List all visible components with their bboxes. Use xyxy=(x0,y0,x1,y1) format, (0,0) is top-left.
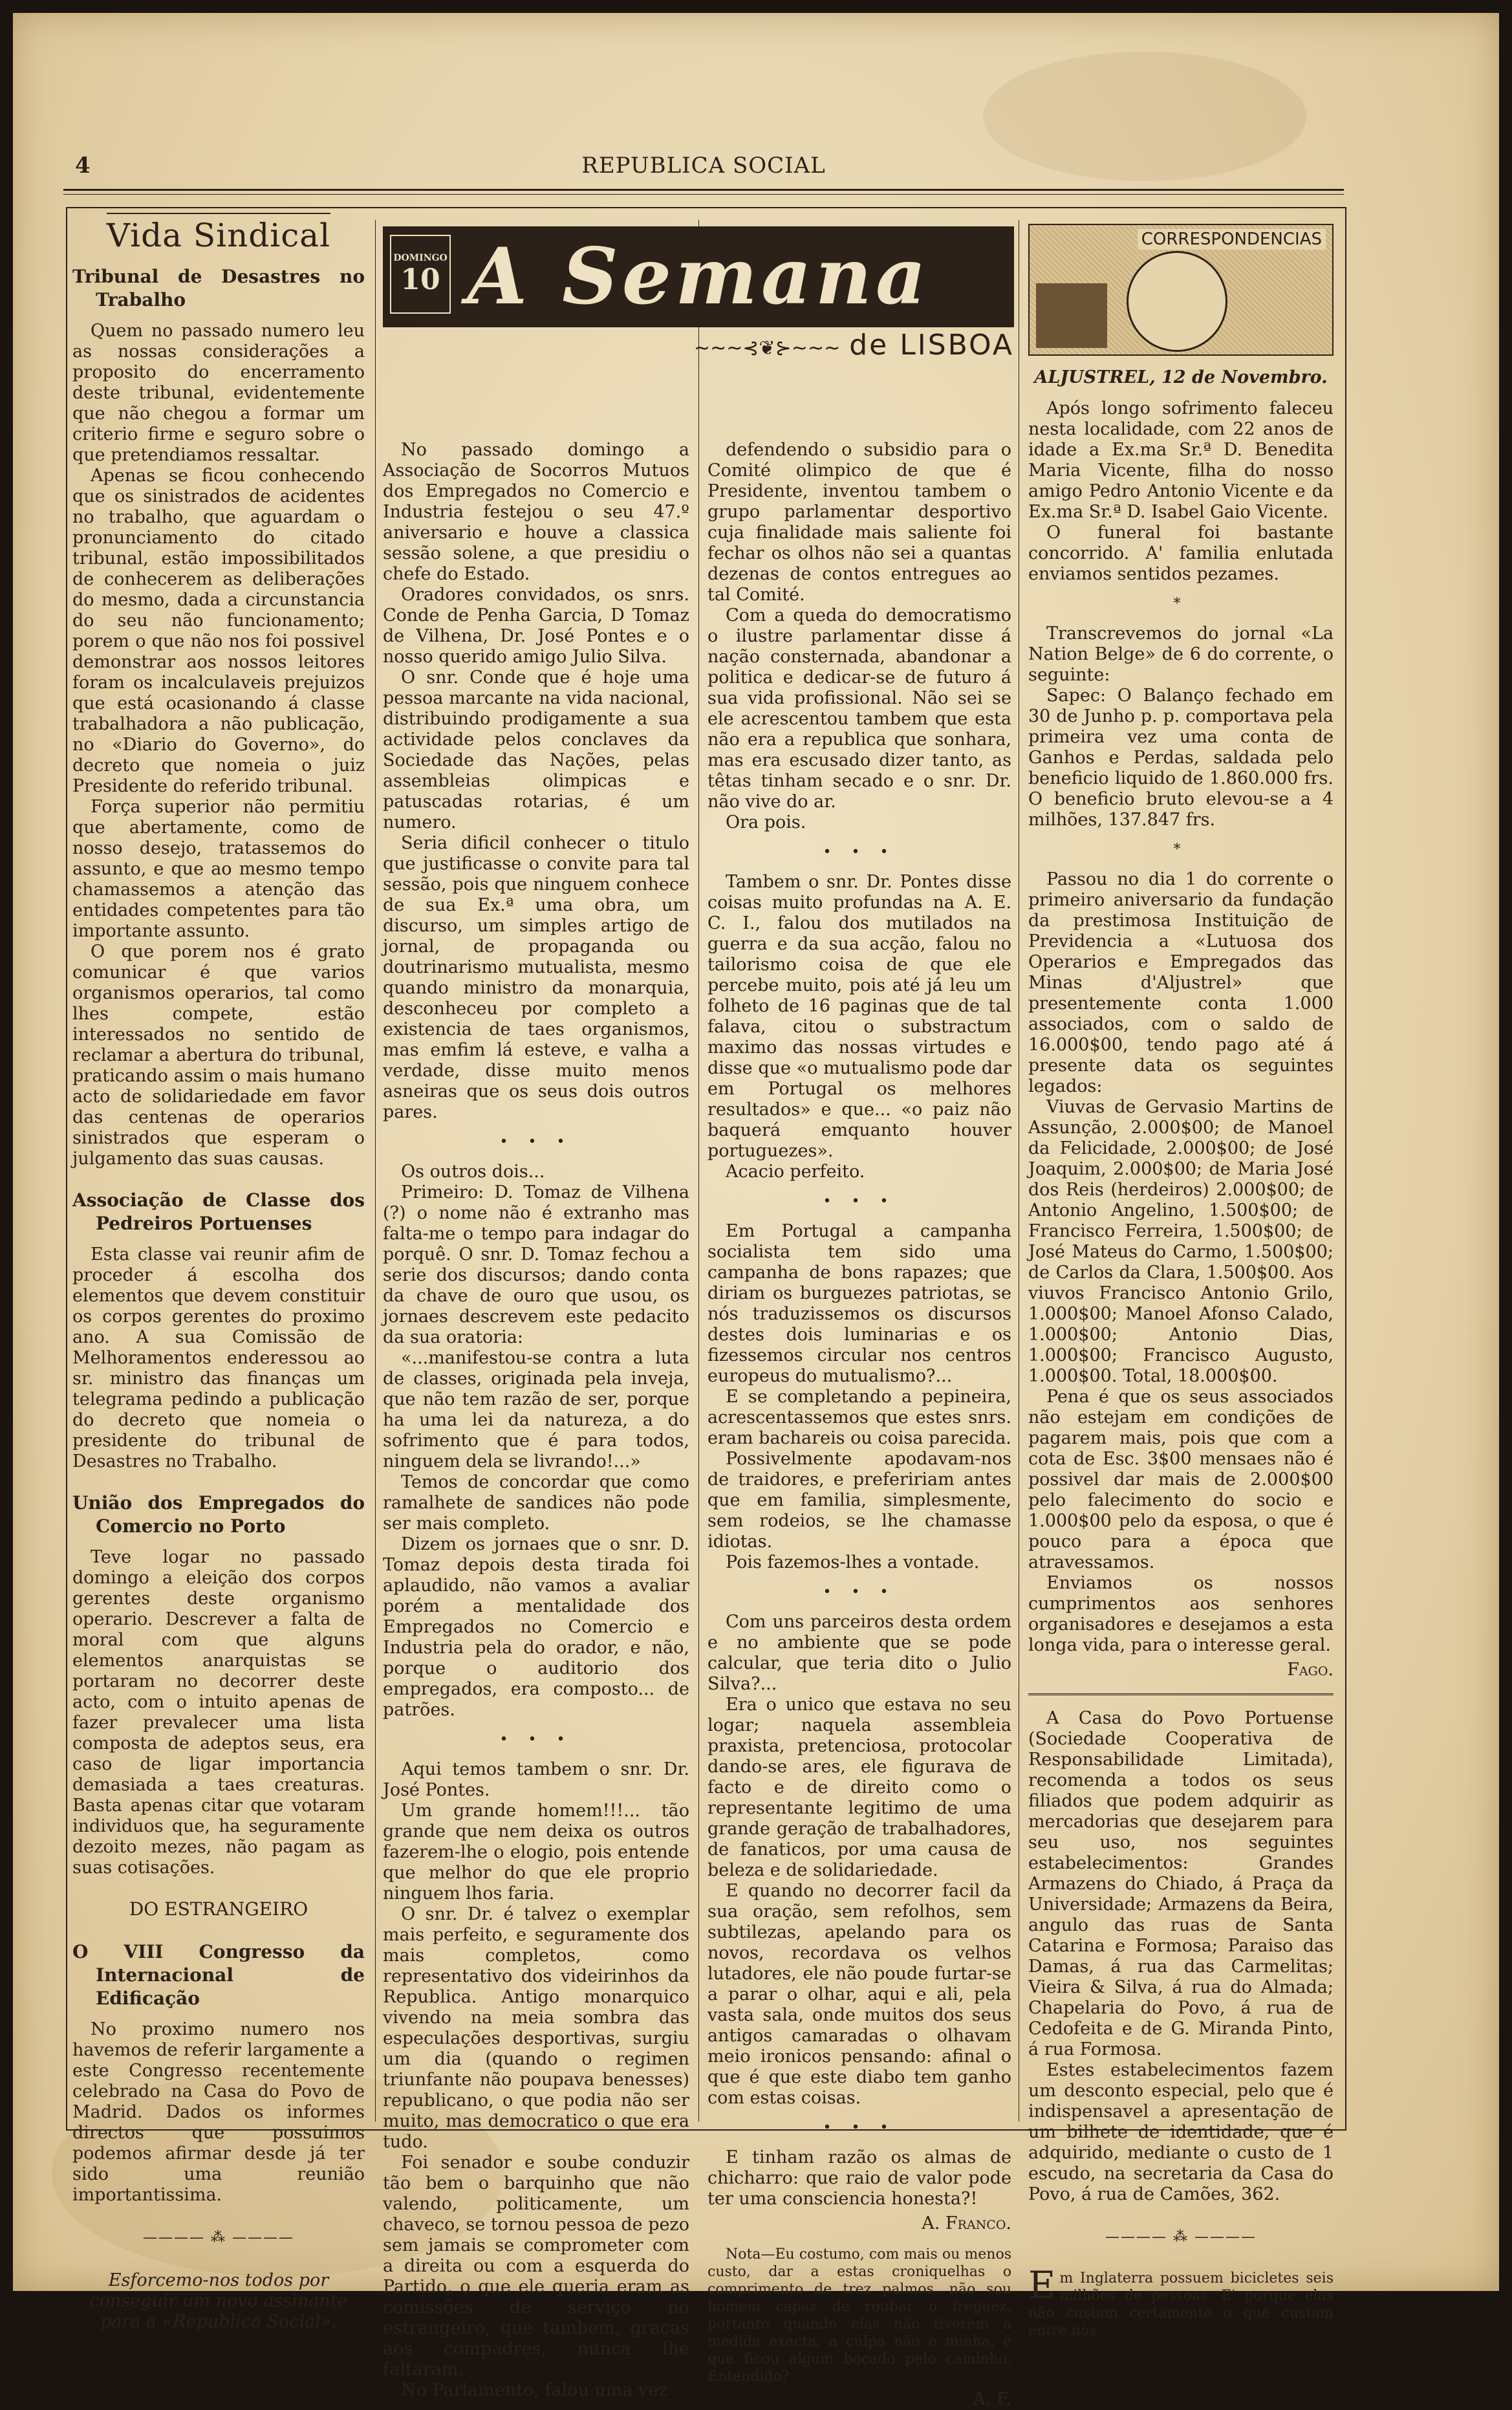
paragraph: O snr. Dr. é talvez o exemplar mais perfeito, e seguramente dos mais completos, como representativo dos videirinhos da Republica. Antigo monarquico vivendo na meia sombra das especulações desportivas, surgiu um dia (quando o regimen triunfante não poupava benesses) republicano, o que podia não ser muito, mas democratico o que era tudo. xyxy=(383,1904,689,2152)
date-tag: DOMINGO 10 xyxy=(390,235,451,314)
separator-star: * xyxy=(1173,841,1189,858)
paragraph: Passou no dia 1 do corrente o primeiro aniversario da fundação da prestimosa Instituição de Previdencia a «Lutuosa dos Operarios e Empregados das Minas d'Aljustrel» que presentemente conta 1.000 associados, com o saldo de 16.000$00, tendo pago até á presente data os seguintes legados: xyxy=(1028,869,1334,1096)
paragraph: E quando no decorrer facil da sua oração, sem refolhos, sem subtilezas, apelando para os novos, recordava os velhos lutadores, ele não poude furtar-se a parar o olhar, aqui e ali, pela vasta sala, onde muitos dos seus antigos camaradas o olhavam meio ironicos pensando: afinal o que é que este diabo tem ganho com estas coisas. xyxy=(707,1881,1011,2108)
paragraph: Acacio perfeito. xyxy=(726,1162,865,1182)
column-divider xyxy=(698,220,699,2122)
paragraph: Enviamos os nossos cumprimentos aos senhores organisadores e desejamos a esta longa vida, para o interesse geral. xyxy=(1028,1573,1334,1655)
column-semana-left xyxy=(383,440,689,2401)
paragraph: Oradores convidados, os snrs. Conde de Penha Garcia, D Tomaz de Vilhena, Dr. José Pontes e o nosso querido amigo Julio Silva. xyxy=(383,585,689,667)
paragraph: Era o unico que estava no seu logar; naquela assembleia praxista, pretenciosa, protocolar dando-se ares, ele figurava de facto e de direito como o representante legitimo de uma grande geração de trabalhadores, de fanaticos, por uma causa de beleza e de solidariedade. xyxy=(707,1695,1011,1880)
paragraph: No proximo numero nos havemos de referir largamente a este Congresso recentemente celebrado na Casa do Povo de Madrid. Dados os informes directos que possuimos podemos afirmar desde já ter sido uma reunião importantissima. xyxy=(72,2019,365,2205)
column-correspondencias xyxy=(1028,220,1334,2339)
column-semana-right xyxy=(707,440,1011,2410)
newspaper-title: REPUBLICA SOCIAL xyxy=(581,153,826,179)
paragraph: Ora pois. xyxy=(726,812,806,832)
paragraph: Com uns parceiros desta ordem e no ambiente que se pode calcular, que teria dito o Julio Silva?... xyxy=(707,1612,1011,1694)
semana-subtitle: ~~~⊰❦⊱~~~ de LISBOA xyxy=(693,329,1014,362)
paragraph: Temos de concordar que como ramalhete de sandices não pode ser mais completo. xyxy=(383,1472,689,1534)
newspaper-page xyxy=(13,13,1499,2409)
article-heading: DO ESTRANGEIRO xyxy=(129,1898,308,1920)
paragraph: Em Portugal a campanha socialista tem sido uma campanha de bons rapazes; que diriam os burguezes patriotas, se nós traduzissemos os discursos destes dois luminarias e os fizessemos circular nos centros europeus do mutualismo?... xyxy=(707,1221,1011,1386)
paragraph: O snr. Conde que é hoje uma pessoa marcante na vida nacional, distribuindo prodigamente a sua actividade pelos conclaves da Sociedade das Nações, pelas assembleias olimpicas e patuscadas rotarias, é um numero. xyxy=(383,668,689,832)
footnote: Nota—Eu costumo, com mais ou menos custo, dar a estas croniquelhas o comprimento de trez palmos, não sou homem capaz de roubar o freguez, portanto quando elas não tiverem a medida exacta, a culpa não é minha, é que ficou algum bocado pelo caminho. Entendido? xyxy=(707,2246,1011,2385)
paragraph: A Casa do Povo Portuense (Sociedade Cooperativa de Responsabilidade Limitada), recomenda a todos os seus filiados que podem adquirir as mercadorias que desejarem para seu uso, nos seguintes estabelecimentos: Grandes Armazens do Chiado, á Praça da Universidade; Armazens da Beira, angulo das ruas de Santa Catarina e Formosa; Paraiso das Damas, á rua das Carmelitas; Vieira & Silva, á rua do Almada; Chapelaria do Povo, á rua de Cedofeita e de G. Miranda Pinto, á rua Formosa. xyxy=(1028,1708,1334,2059)
paragraph: Aqui temos tambem o snr. Dr. José Pontes. xyxy=(383,1759,689,1800)
signature: A. F. xyxy=(973,2389,1011,2409)
paragraph: Força superior não permitiu que abertamente, como de nosso desejo, tratassemos do assunto, e que ao mesmo tempo chamassemos a atenção das entidades competentes para tão importante assunto. xyxy=(72,797,365,941)
separator-star: * xyxy=(1173,596,1189,612)
dateline: ALJUSTREL, 12 de Novembro. xyxy=(1034,367,1328,387)
paragraph: Viuvas de Gervasio Martins de Assunção, 2.000$00; de Manoel da Felicidade, 2.000$00; de José Joaquim, 2.000$00; de Maria José dos Reis (herdeiros) 2.000$00; de Antonio Angelino, 1.500$00; de Francisco Ferreira, 1.500$00; de José Mateus do Carmo, 1.500$00; de Carlos da Clara, 1.500$00. Aos viuvos Francisco Antonio Grilo, 1.000$00; Manoel Afonso Calado, 1.000$00; Antonio Dias, 1.000$00; Francisco Augusto, 1.000$00. Total, 18.000$00. xyxy=(1028,1097,1334,1386)
quote: «...manifestou-se contra a luta de classes, originada pela inveja, que não tem razão de ser, porque ha uma lei da natureza, a do sofrimento que é para todos, ninguem dela se livrando!...» xyxy=(383,1348,689,1471)
section-title: Vida Sindical xyxy=(72,225,365,246)
separator-stars: • • • xyxy=(823,844,896,860)
paragraph: Apenas se ficou conhecendo que os sinistrados de acidentes no trabalho, que aguardam o pronunciamento do citado tribunal, estão impossibilitados de conhecerem as deliberações do mesmo, dada a circunstancia do seu não funcionamento; porem o que não nos foi possivel demonstrar aos nossos leitores foram os incalculaveis prejuizos que está ocasionando á classe trabalhadora a não publicação, no «Diario do Governo», do decreto que nomeia o juiz Presidente do referido tribunal. xyxy=(72,466,365,796)
paragraph: Possivelmente apodavam-nos de traidores, e prefeririam antes que em familia, simplesmente, sem rodeios, se lhe chamasse idiotas. xyxy=(707,1449,1011,1552)
paragraph: Esta classe vai reunir afim de proceder á escolha dos elementos que devem constituir os corpos gerentes do proximo ano. A sua Comissão de Melhoramentos enderessou ao sr. ministro das finanças um telegrama pedindo a publicação do decreto que nomeia o presidente do tribunal de Desastres no Trabalho. xyxy=(72,1244,365,1471)
paragraph: Teve logar no passado domingo a eleição dos corpos gerentes deste organismo operario. Descrever a falta de moral com que alguns elementos anarquistas se portaram no decorrer deste acto, com o intuito apenas de fazer prevalecer uma lista composta de adeptos seus, era caso de ligar importancia demasiada a taes creaturas. Basta apenas citar que votaram individuos que, ha seguramente dezoito mezes, não pagam as suas cotisações. xyxy=(72,1547,365,1878)
separator-stars: • • • xyxy=(823,1584,896,1600)
semana-masthead xyxy=(383,220,1014,372)
paragraph: Dizem os jornaes que o snr. D. Tomaz depois desta tirada foi aplaudido, não vamos a avaliar porém a mentalidade dos Empregados no Comercio e Industria pela do orador, e não, porque o auditorio dos empregados, era composto... de patrões. xyxy=(383,1534,689,1720)
paragraph: E se completando a pepineira, acrescentassemos que estes snrs. eram bachareis ou coisa parecida. xyxy=(707,1387,1011,1448)
header-rule-thin xyxy=(63,194,1344,195)
column-vida-sindical xyxy=(72,217,365,2332)
separator-stars: • • • xyxy=(823,1193,896,1210)
paragraph: Um grande homem!!!... tão grande que nem deixa os outros fazerem-lhe o elogio, pois entende que melhor do que ele proprio ninguem lhos faria. xyxy=(383,1801,689,1904)
article-heading: Tribunal de Desastres no Trabalho xyxy=(72,266,365,310)
header-rule xyxy=(63,189,1344,191)
paragraph: Seria dificil conhecer o titulo que justificasse o convite para tal sessão, pois que ninguem conhece de sua Ex.ª uma obra, um discurso, um simples artigo de jornal, de propaganda ou doutrinarismo mutualista, mesmo quando ministro da monarquia, desconheceu por completo a existencia de taes organismos, mas emfim lá esteve, e valha a verdade, disse muito menos asneiras que os seus dois outros pares. xyxy=(383,833,689,1122)
footer-note: Esforcemo-nos todos por conseguir um novo assinante para a «Republica Social». xyxy=(89,2270,348,2332)
paragraph: Pena é que os seus associados não estejam em condições de pagarem mais, pois que com a cota de Esc. 3$00 mensaes não é possivel dar mais de 2.000$00 pelo falecimento do socio e 1.000$00 pelo da esposa, o que é pouco para a época que atravessamos. xyxy=(1028,1387,1334,1572)
paragraph: O funeral foi bastante concorrido. A' familia enlutada enviamos sentidos pezames. xyxy=(1028,523,1334,584)
paragraph: defendendo o subsidio para o Comité olimpico de que é Presidente, inventou tambem o grupo parlamentar desportivo cuja finalidade mais saliente foi fechar os olhos não sei a quantas dezenas de contos entregues ao tal Comité. xyxy=(707,440,1011,605)
paragraph: Com a queda do democratismo o ilustre parlamentar disse á nação consternada, abandonar a politica e dedicar-se de futuro á sua vida profissional. Não sei se ele acrescentou tambem que esta não era a republica que sonhara, mas era escusado dizer tanto, as têtas tinham secado e o snr. Dr. não vive do ar. xyxy=(707,605,1011,812)
section-rule xyxy=(1028,1693,1334,1695)
paragraph: Tambem o snr. Dr. Pontes disse coisas muito profundas na A. E. C. I., falou dos mutilados na guerra e da sua acção, falou no tailorismo coisa de que ele percebe muito, pois até já leu um folheto de 16 paginas que de tal falava, citou o substractum maximo das nossas virtudes e disse que «o mutualismo pode dar em Portugal os melhores resultados» e que... «o paiz não baquerá emquanto houver portuguezes». xyxy=(707,872,1011,1161)
separator-stars: • • • xyxy=(499,1134,573,1150)
paragraph: Os outros dois... xyxy=(401,1162,545,1182)
paragraph: Após longo sofrimento faleceu nesta localidade, com 22 anos de idade a Ex.ma Sr.ª D. Benedita Maria Vicente, filha do nosso amigo Pedro Antonio Vicente e da Ex.ma Sr.ª D. Isabel Gaio Vicente. xyxy=(1028,398,1334,522)
ornament-divider: ———— ⁂ ———— xyxy=(1105,2229,1257,2245)
semana-title: A Semana xyxy=(467,231,930,322)
paragraph: Estes estabelecimentos fazem um desconto especial, pelo que é indispensavel a apresentação de um bilhete de identidade, que é adquirido, mediante o custo de 1 escudo, na secretaria da Casa do Povo, á rua de Camões, 362. xyxy=(1028,2060,1334,2204)
paragraph: O que porem nos é grato comunicar é que varios organismos operarios, tal como lhes compete, estão interessados no sentido de reclamar a abertura do tribunal, praticando assim o mais humano acto de solidariedade em favor das centenas de operarios sinistrados que esperam o julgamento das suas causas. xyxy=(72,942,365,1169)
semana-logo xyxy=(383,226,1014,327)
article-heading: Associação de Classe dos Pedreiros Portuenses xyxy=(72,1189,365,1234)
correspondencias-logo xyxy=(1028,224,1334,356)
separator-stars: • • • xyxy=(499,1732,573,1748)
page-header xyxy=(63,153,1344,179)
ornament-divider: ———— ⁂ ———— xyxy=(143,2230,294,2246)
paragraph: Quem no passado numero leu as nossas considerações a proposito do encerramento deste tribunal, evidentemente que não chegou a formar um criterio firme e seguro sobre o que pretendiamos ressaltar. xyxy=(72,321,365,465)
article-heading: O VIII Congresso da Internacional de Edificação xyxy=(72,1941,365,2009)
globe-icon xyxy=(1127,251,1227,352)
signature: A. Franco. xyxy=(922,2213,1011,2233)
paragraph: Foi senador e soube conduzir tão bem o barquinho que não valendo, politicamente, um chaveco, se tornou pessoa de pezo sem jamais se comprometer com a direita ou com a esquerda do Partido, o que ele queria eram as comissões de serviço no estrangeiro, que tambem, graças aos compadres, nunca lhe faltaram. xyxy=(383,2153,689,2380)
logo-label: CORRESPONDENCIAS xyxy=(1138,229,1326,250)
swash-ornament-icon: ~~~⊰❦⊱~~~ xyxy=(693,337,841,360)
paragraph: Sapec: O Balanço fechado em 30 de Junho p. p. comportava pela primeira vez uma conta de Ganhos e Perdas, saldada pelo beneficio liquido de 1.860.000 frs. O beneficio bruto elevou-se a 4 milhões, 137.847 frs. xyxy=(1028,686,1334,830)
signature: Fago. xyxy=(1287,1660,1334,1680)
landscape-icon xyxy=(1036,283,1107,348)
paragraph: Primeiro: D. Tomaz de Vilhena (?) o nome não é extranho mas falta-me o tempo para indagar do porquê. O snr. D. Tomaz fechou a serie dos discursos; dando conta da chave de ouro que usou, os jornaes descrevem este pedacito da sua oratoria: xyxy=(383,1182,689,1347)
separator-stars: • • • xyxy=(823,2120,896,2136)
page-number: 4 xyxy=(75,153,91,179)
brief-note: Em Inglaterra possuem bicicletes seis milhões de pessoas. E' porque elas não custam certamente o que custam entre nós. xyxy=(1028,2263,1334,2339)
column-divider xyxy=(375,220,376,2122)
paragraph: Pois fazemos-lhes a vontade. xyxy=(726,1552,980,1572)
paragraph: Transcrevemos do jornal «La Nation Belge» de 6 do corrente, o seguinte: xyxy=(1028,624,1334,685)
article-heading: União dos Empregados do Comercio no Porto xyxy=(72,1492,365,1537)
paragraph: No passado domingo a Associação de Socorros Mutuos dos Empregados no Comercio e Industria festejou o seu 47.º aniversario e houve a classica sessão solene, a que presidiu o chefe do Estado. xyxy=(383,440,689,584)
paragraph: No Parlamento, falou uma vez xyxy=(401,2380,668,2400)
paragraph: E tinham razão os almas de chicharro: que raio de valor pode ter uma consciencia honesta?! xyxy=(707,2147,1011,2209)
